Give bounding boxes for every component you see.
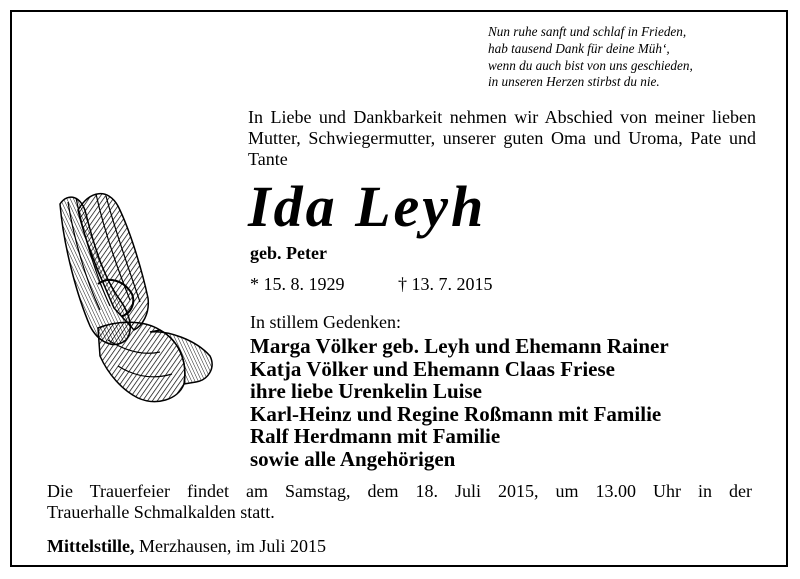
poem-line: hab tausend Dank für deine Müh‘, [488,40,670,56]
mourner-line: Marga Völker geb. Leyh und Ehemann Rainer [250,334,669,358]
maiden-name: geb. Peter [250,243,327,263]
mourner-line: sowie alle Angehörigen [250,446,456,471]
poem-line: wenn du auch bist von uns geschieden, [488,57,693,73]
place-date [47,535,326,557]
poem [488,24,788,91]
mourner-line: Karl-Heinz und Regine Roßmann mit Familie [250,401,662,426]
praying-hands-icon [38,180,218,412]
death-date: † 13. 7. 2015 [398,274,493,294]
place-rest: Merzhausen, im Juli 2015 [134,536,326,556]
service-line: Die Trauerfeier findet am Samstag, dem 18. Juli 2015, um 13.00 Uhr in der [47,481,752,501]
intro-text: In Liebe und Dankbarkeit nehmen wir Abschied von meiner lieben Mutter, Schwiegermutter, unserer guten Oma und Uroma, Pate und Tante [248,107,756,169]
mourning-heading: In stillem Gedenken: [250,312,401,332]
birth-date: * 15. 8. 1929 [250,274,345,294]
deceased-name: Ida Leyh [248,174,487,239]
service-info [47,481,752,523]
poem-line: in unseren Herzen stirbst du nie. [488,74,660,90]
mourner-line: Ralf Herdmann mit Familie [250,424,501,449]
mourner-line: Katja Völker und Ehemann Claas Friese [250,356,615,381]
service-line: Trauerhalle Schmalkalden statt. [47,502,275,522]
mourners-list [250,335,669,471]
place-town: Mittelstille, [47,536,135,556]
poem-line: Nun ruhe sanft und schlaf in Frieden, [488,24,687,39]
mourner-line: ihre liebe Urenkelin Luise [250,379,482,404]
